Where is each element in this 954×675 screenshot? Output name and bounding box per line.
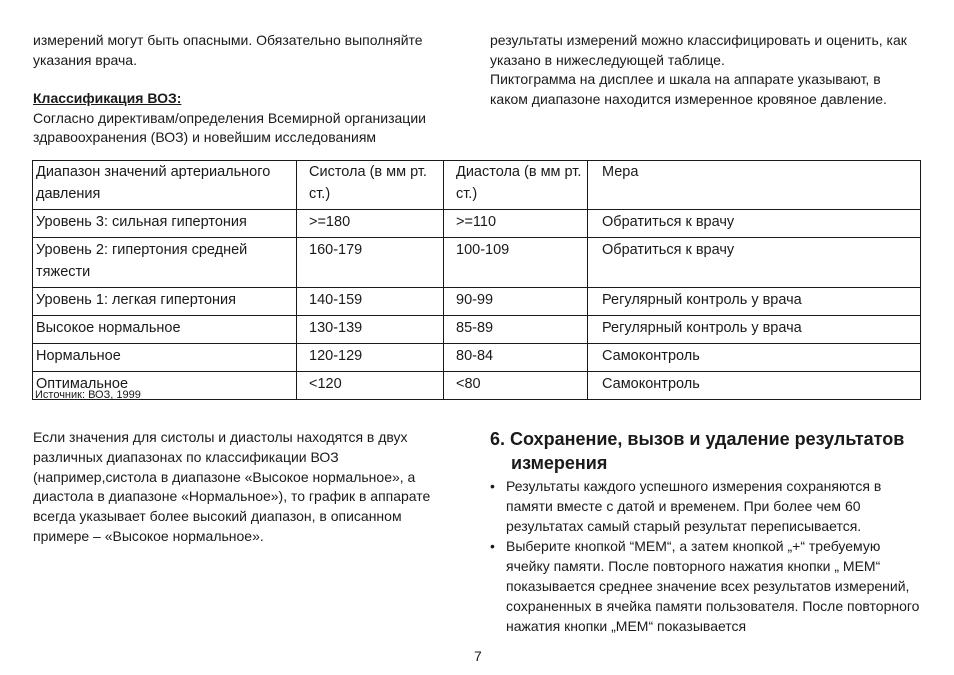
table-row	[33, 372, 921, 400]
cell-diastole: 85-89	[444, 316, 588, 344]
cell-range: Высокое нормальное	[33, 316, 297, 344]
cell-action: Обратиться к врачу	[588, 238, 921, 288]
header-range: Диапазон значений артериального давления	[33, 161, 297, 210]
table-row	[33, 210, 921, 238]
table-source-note: Источник: ВОЗ, 1999	[35, 389, 141, 401]
cell-diastole: 100-109	[444, 238, 588, 288]
table-row	[33, 288, 921, 316]
bullet-text: Выберите кнопкой “MEM“, а затем кнопкой „+“ требуемую ячейку памяти. После повторного нажатия кнопки „ MEM“ показывается среднее значение всех результатов измерений, сохраненных в ячейка памяти пользователя. После повторного нажатия кнопки „MEM“ показывается	[506, 538, 920, 634]
header-diastole: Диастола (в мм рт. ст.)	[444, 161, 588, 210]
cell-systole: 120-129	[297, 344, 444, 372]
cell-diastole: <80	[444, 372, 588, 400]
cell-systole: 130-139	[297, 316, 444, 344]
cell-action: Регулярный контроль у врача	[588, 288, 921, 316]
cell-action: Самоконтроль	[588, 344, 921, 372]
cell-systole: >=180	[297, 210, 444, 238]
section-title	[490, 427, 930, 475]
cell-systole: 160-179	[297, 238, 444, 288]
header-action: Мера	[588, 161, 921, 210]
section-title-line2: измерения	[511, 453, 608, 473]
intro-text: измерений могут быть опасными. Обязательно выполняйте указания врача.	[33, 32, 423, 68]
page-number: 7	[474, 648, 482, 664]
list-item	[490, 536, 920, 636]
left-column-top	[33, 31, 463, 148]
table-row	[33, 238, 921, 288]
table-row	[33, 316, 921, 344]
right-column-top	[490, 31, 920, 109]
cell-systole: <120	[297, 372, 444, 400]
who-classification-text: Согласно директивам/определения Всемирной организации здравоохранения (ВОЗ) и новейшим исследованиям	[33, 109, 426, 145]
pictogram-text: Пиктограмма на дисплее и шкала на аппарате указывают, в каком диапазоне находится измеренное кровяное давление.	[490, 71, 887, 107]
cell-range: Уровень 3: сильная гипертония	[33, 210, 297, 238]
bullet-icon: •	[490, 478, 495, 494]
cell-range: Уровень 2: гипертония средней тяжести	[33, 238, 297, 288]
blood-pressure-table	[32, 160, 921, 400]
cell-action: Обратиться к врачу	[588, 210, 921, 238]
bullet-icon: •	[490, 538, 495, 554]
cell-diastole: 90-99	[444, 288, 588, 316]
range-explanation-text: Если значения для систолы и диастолы находятся в двух различных диапазонах по классификации ВОЗ (например,систола в диапазоне «Высокое нормальное», а диастола в диапазоне «Нормальное»), то график в аппарате всегда указывает более высокий диапазон, в описанном примере – «Высокое нормальное».	[33, 429, 431, 544]
who-classification-heading: Классификация ВОЗ:	[33, 90, 182, 106]
bullet-text: Результаты каждого успешного измерения сохраняются в памяти вместе с датой и временем. При более чем 60 результатах самый старый результат переписывается.	[506, 478, 882, 534]
cell-diastole: >=110	[444, 210, 588, 238]
cell-range: Уровень 1: легкая гипертония	[33, 288, 297, 316]
table-header-row	[33, 161, 921, 210]
cell-action: Регулярный контроль у врача	[588, 316, 921, 344]
section-bullet-list	[490, 476, 920, 636]
cell-range: Нормальное	[33, 344, 297, 372]
table-row	[33, 344, 921, 372]
section-title-line1: 6. Сохранение, вызов и удаление результатов	[490, 429, 905, 449]
cell-action: Самоконтроль	[588, 372, 921, 400]
list-item	[490, 476, 920, 536]
cell-range: Оптимальное	[33, 372, 297, 400]
cell-systole: 140-159	[297, 288, 444, 316]
header-systole: Систола (в мм рт. ст.)	[297, 161, 444, 210]
cell-diastole: 80-84	[444, 344, 588, 372]
table-intro-text: результаты измерений можно классифицировать и оценить, как указано в нижеследующей таблице.	[490, 32, 907, 68]
